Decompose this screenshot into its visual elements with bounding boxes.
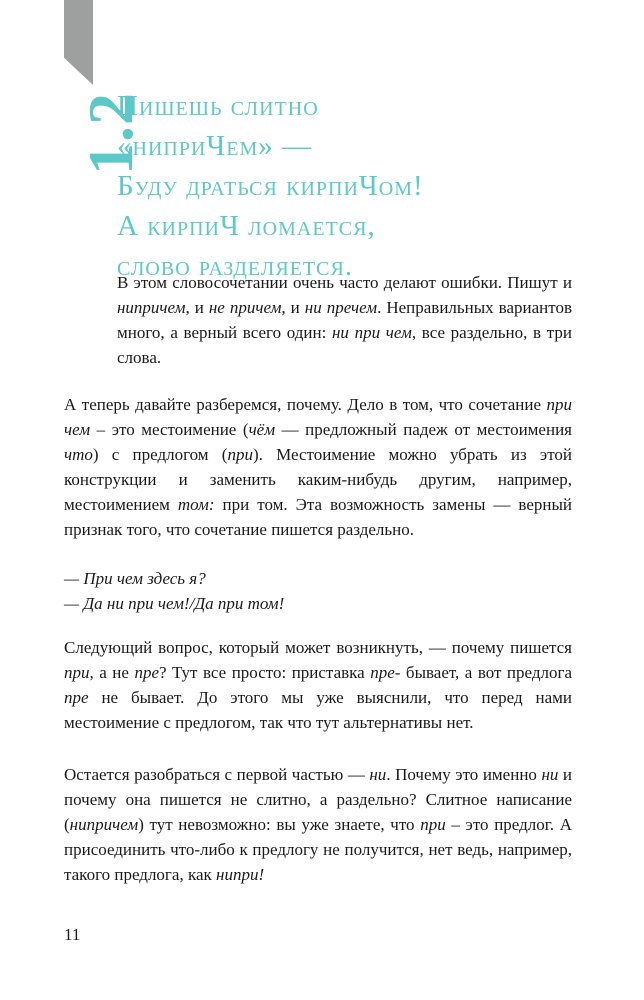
chapter-title bbox=[117, 86, 617, 286]
page-number: 11 bbox=[64, 925, 81, 944]
title-line: «ниприЧем» — bbox=[117, 130, 312, 162]
title-line: слово разделяется. bbox=[117, 250, 354, 282]
dialog-line: — При чем здесь я? bbox=[64, 569, 206, 588]
body-paragraph-1: А теперь давайте разберемся, почему. Дело в том, что сочетание при чем – это местоимение (чём — предложный падеж от местоимения что) с предлогом (при). Местоимение можно убрать из этой конструкции и заменить каким-нибудь другим, например, местоимением том: при том. Эта возможность замены — верный признак того, что сочетание пишется раздельно. bbox=[64, 395, 573, 539]
chapter-number-text: 1.2 bbox=[75, 92, 146, 175]
title-line: Буду драться кирпиЧом! bbox=[117, 170, 424, 202]
dialog-example bbox=[64, 566, 284, 616]
dialog-line: — Да ни при чем!/Да при том! bbox=[64, 594, 285, 613]
bookmark-ribbon bbox=[64, 0, 93, 85]
lead-paragraph: В этом словосочетании очень часто делают ошибки. Пишут и нипричем, и не причем, и ни пречем. Неправильных вариантов много, а верный всего один: ни при чем, все раздельно, в три слова. bbox=[117, 273, 572, 367]
body-paragraph-2: Следующий вопрос, который может возникнуть, — почему пишется при, а не пре? Тут все просто: приставка пре- бывает, а вот предлога пре не бывает. До этого мы уже выяснили, что перед нами местоимение с предлогом, так что тут альтернативы нет. bbox=[64, 638, 572, 732]
title-line: А кирпиЧ ломается, bbox=[117, 210, 376, 242]
title-line: Пишешь слитно bbox=[117, 90, 319, 122]
body-paragraph-3: Остается разобраться с первой частью — ни. Почему это именно ни и почему она пишется не слитно, а раздельно? Слитное написание (нипричем) тут невозможно: вы уже знаете, что при – это предлог. А присоединить что-либо к предлогу не получится, нет ведь, например, такого предлога, как нипри! bbox=[64, 765, 572, 884]
